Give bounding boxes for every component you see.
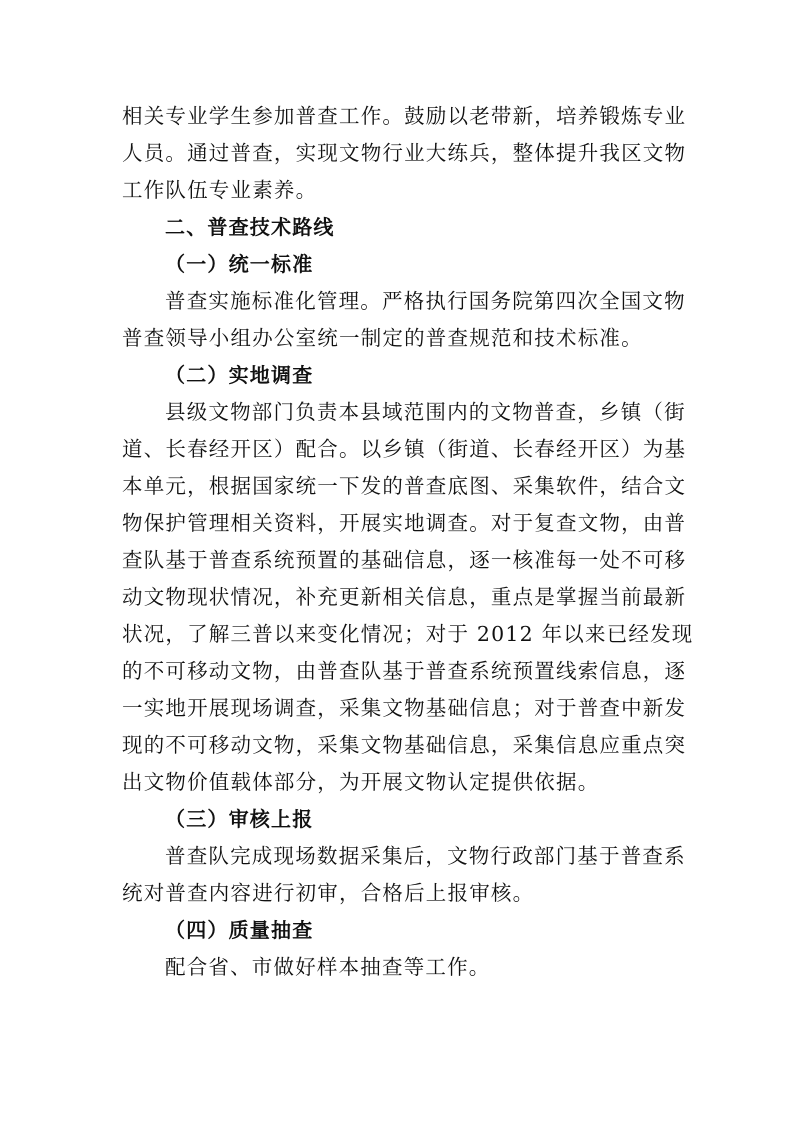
paragraph-line: 的不可移动文物，由普查队基于普查系统预置线索信息，逐 bbox=[122, 659, 687, 683]
intro-line-3: 工作队伍专业素养。 bbox=[122, 178, 318, 202]
paragraph-unified-standard bbox=[122, 283, 686, 357]
intro-paragraph bbox=[122, 98, 687, 209]
intro-line-1: 相关专业学生参加普查工作。鼓励以老带新，培养锻炼专业 bbox=[122, 104, 687, 128]
paragraph-line: 现的不可移动文物，采集文物基础信息，采集信息应重点突 bbox=[122, 733, 687, 757]
intro-line-2: 人员。通过普查，实现文物行业大练兵，整体提升我区文物 bbox=[122, 141, 687, 165]
section-heading: 二、普查技术路线 bbox=[165, 215, 335, 239]
paragraph-field-survey bbox=[122, 394, 694, 801]
paragraph-line: 本单元，根据国家统一下发的普查底图、采集软件，结合文 bbox=[122, 474, 687, 498]
paragraph-line: 一实地开展现场调查，采集文物基础信息；对于普查中新发 bbox=[122, 696, 687, 720]
paragraph-line: 普查队完成现场数据采集后，文物行政部门基于普查系 bbox=[165, 844, 686, 868]
paragraph-line: 普查实施标准化管理。严格执行国务院第四次全国文物 bbox=[165, 289, 686, 313]
subsection-heading-field-survey: （二）实地调查 bbox=[165, 363, 314, 387]
paragraph-line: 道、长春经开区）配合。以乡镇（街道、长春经开区）为基 bbox=[122, 437, 687, 461]
paragraph-line: 配合省、市做好样本抽查等工作。 bbox=[165, 955, 491, 979]
paragraph-line: 普查领导小组办公室统一制定的普查规范和技术标准。 bbox=[122, 326, 643, 350]
paragraph-line: 查队基于普查系统预置的基础信息，逐一核准每一处不可移 bbox=[122, 548, 687, 572]
paragraph-line: 统对普查内容进行初审，合格后上报审核。 bbox=[122, 881, 535, 905]
paragraph-review-report bbox=[122, 838, 686, 912]
paragraph-quality-check bbox=[122, 949, 682, 986]
subsection-heading-quality-check: （四）质量抽查 bbox=[165, 918, 314, 942]
paragraph-line: 县级文物部门负责本县域范围内的文物普查，乡镇（街 bbox=[165, 400, 686, 424]
paragraph-line: 状况，了解三普以来变化情况；对于 2012 年以来已经发现 bbox=[122, 622, 694, 646]
document-body bbox=[122, 98, 694, 986]
subsection-heading-review-report: （三）审核上报 bbox=[165, 807, 314, 831]
paragraph-line: 出文物价值载体部分，为开展文物认定提供依据。 bbox=[122, 770, 600, 794]
paragraph-line: 动文物现状情况，补充更新相关信息，重点是掌握当前最新 bbox=[122, 585, 687, 609]
paragraph-line: 物保护管理相关资料，开展实地调查。对于复查文物，由普 bbox=[122, 511, 687, 535]
subsection-heading-unified-standard: （一）统一标准 bbox=[165, 252, 314, 276]
